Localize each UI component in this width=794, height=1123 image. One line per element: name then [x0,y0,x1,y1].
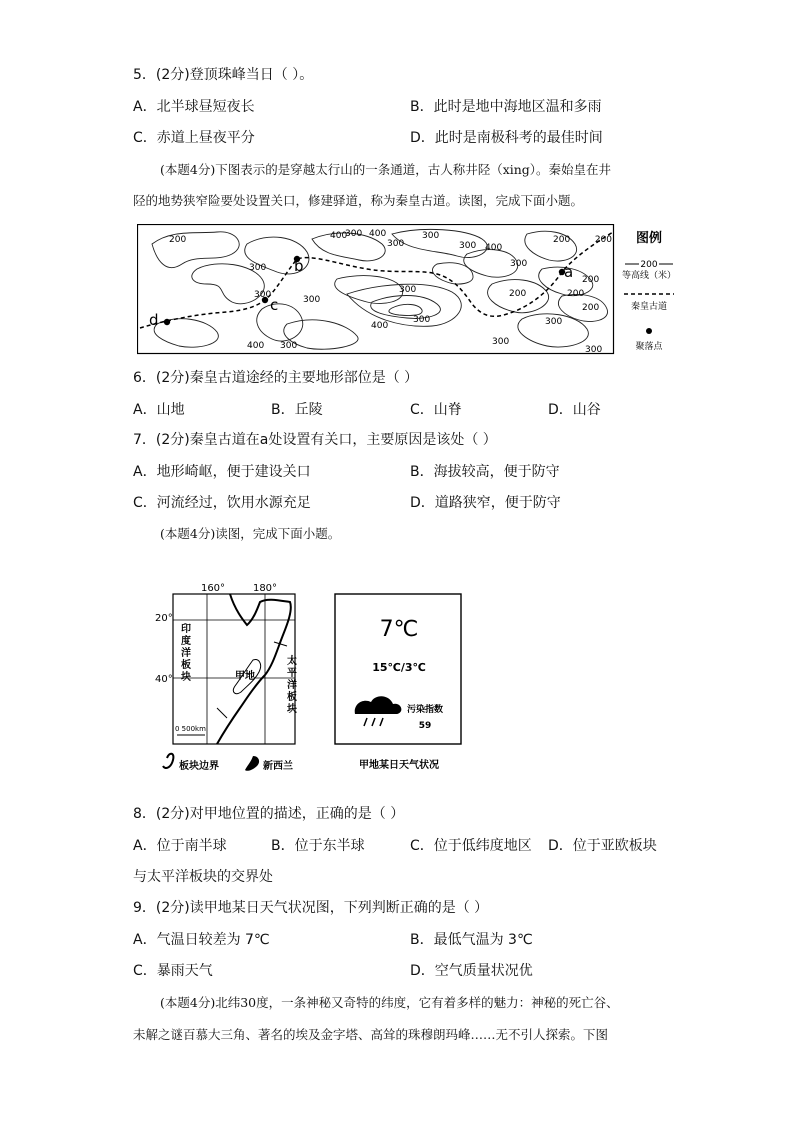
contour-label: 300 [459,241,477,251]
q7-stem: 7．(2分)秦皇古道在a处设置有关口，主要原因是该处（ ） [133,432,497,448]
map-legend [622,230,676,352]
q6-stem: 6．(2分)秦皇古道途经的主要地形部位是（ ） [133,370,419,386]
point-label-c: c [270,296,279,314]
q8-stem: 8．(2分)对甲地位置的描述，正确的是（ ） [133,806,405,822]
new-zealand-legend-icon [245,756,259,771]
contour-label: 300 [249,263,267,273]
contour-label: 300 [280,341,298,351]
lat-label-20: 20° [155,613,173,624]
legend-settlement-label: 聚落点 [635,342,663,352]
boundary-legend-icon [163,754,173,768]
weather-range: 15℃/3℃ [372,661,426,674]
intro1-line2: 陉的地势狭窄险要处设置关口，修建驿道，称为秦皇古道。读图，完成下面小题。 [133,193,584,208]
intro3-line1: (本题4分)北纬30度，一条神秘又奇特的纬度，它有着多样的魅力：神秘的死亡谷、 [160,995,619,1010]
weather-temperature: 7℃ [379,617,419,642]
plate-label-indian-5: 块 [181,672,191,683]
q8-option-b: B．位于东半球 [271,838,365,854]
contour-label: 300 [345,229,363,239]
q5-option-c: C．赤道上昼夜平分 [133,130,255,146]
contour-label: 400 [485,243,503,253]
pollution-label: 污染指数 [406,705,444,715]
lon-label-160: 160° [200,583,226,594]
qinhuang-road-contour-map [137,224,687,360]
contour-label: 400 [247,341,265,351]
contour-label: 200 [582,303,600,313]
q6-option-d: D．山谷 [548,402,601,418]
plate-label-pacific-3: 洋 [287,680,297,691]
q8-option-d: D．位于亚欧板块 [548,838,657,854]
q6-option-c: C．山脊 [410,402,462,418]
plate-label-pacific-1: 太 [287,656,297,667]
q7-option-b: B．海拔较高，便于防守 [410,464,560,480]
plate-label-pacific-2: 平 [287,668,297,679]
map-frame [138,225,614,354]
legend-boundary-label: 板块边界 [179,761,219,772]
contour-label: 300 [585,345,603,355]
intro3-line2: 未解之谜百慕大三角、著名的埃及金字塔、高耸的珠穆朗玛峰……无不引人探索。下图 [133,1027,609,1042]
intro1-line1: (本题4分)下图表示的是穿越太行山的一条通道，古人称井陉（xing）。秦始皇在井 [160,162,612,177]
contour-label: 300 [422,231,440,241]
q8-option-d-continued: 与太平洋板块的交界处 [133,869,273,885]
point-label-b: b [294,257,304,275]
plate-label-indian-2: 度 [181,636,191,647]
legend-contour-value: 200 [640,260,658,270]
plate-label-pacific-4: 板 [287,692,297,703]
weather-caption: 甲地某日天气状况 [359,760,439,771]
q7-option-a: A．地形崎岖，便于建设关口 [133,464,311,480]
lat-label-40: 40° [155,674,173,685]
legend-settlement-dot [646,328,652,334]
plate-label-indian-3: 洋 [181,648,191,659]
contour-label: 200 [553,235,571,245]
q9-option-c: C．暴雨天气 [133,963,213,979]
point-label-a: a [564,263,574,281]
plate-label-pacific-5: 块 [287,704,297,715]
q9-option-a: A．气温日较差为 7℃ [133,932,270,948]
q7-option-d: D．道路狭窄，便于防守 [410,495,561,511]
contour-label: 300 [545,317,563,327]
contour-label: 400 [369,229,387,239]
contour-label: 200 [567,289,585,299]
q7-option-c: C．河流经过，饮用水源充足 [133,495,311,511]
contour-label: 200 [594,235,612,245]
contour-label: 200 [169,235,187,245]
plate-label-indian-4: 板 [181,660,191,671]
legend-contour-label: 等高线（米） [621,271,677,281]
contour-label: 300 [303,295,321,305]
plate-boundary-map [155,580,305,779]
settlement-point-d [164,319,170,325]
q5-option-a: A．北半球昼短夜长 [133,99,255,115]
q9-option-d: D．空气质量状况优 [410,963,533,979]
plate-label-indian-1: 印 [181,624,191,635]
q8-option-a: A．位于南半球 [133,838,227,854]
jia-label: 甲地 [235,671,255,682]
contour-label: 300 [254,290,272,300]
scale-label: 0 500km [175,725,206,733]
contour-label: 400 [371,321,389,331]
contour-label: 200 [582,275,600,285]
q6-option-b: B．丘陵 [271,402,323,418]
lon-label-180: 180° [252,583,278,594]
contour-label: 400 [330,231,348,241]
contour-label: 300 [492,337,510,347]
contour-label: 300 [387,239,405,249]
legend-nz-label: 新西兰 [263,761,293,772]
q5-stem: 5．(2分)登顶珠峰当日（ ）。 [133,67,314,83]
legend-title: 图例 [635,231,663,246]
q6-option-a: A．山地 [133,402,185,418]
q9-option-b: B．最低气温为 3℃ [410,932,533,948]
q9-stem: 9．(2分)读甲地某日天气状况图，下列判断正确的是（ ） [133,900,489,916]
weather-panel [333,592,465,778]
pollution-value: 59 [418,721,432,731]
legend-road-label: 秦皇古道 [630,302,668,312]
contour-label: 300 [510,259,528,269]
q5-option-d: D．此时是南极科考的最佳时间 [410,130,603,146]
point-label-d: d [149,311,159,329]
contour-label: 300 [413,315,431,325]
q5-option-b: B．此时是地中海地区温和多雨 [410,99,602,115]
map2-frame [173,594,295,744]
q8-option-c: C．位于低纬度地区 [410,838,532,854]
contour-label: 200 [509,289,527,299]
contour-label: 300 [399,285,417,295]
intro2-line1: (本题4分)读图，完成下面小题。 [160,526,341,541]
